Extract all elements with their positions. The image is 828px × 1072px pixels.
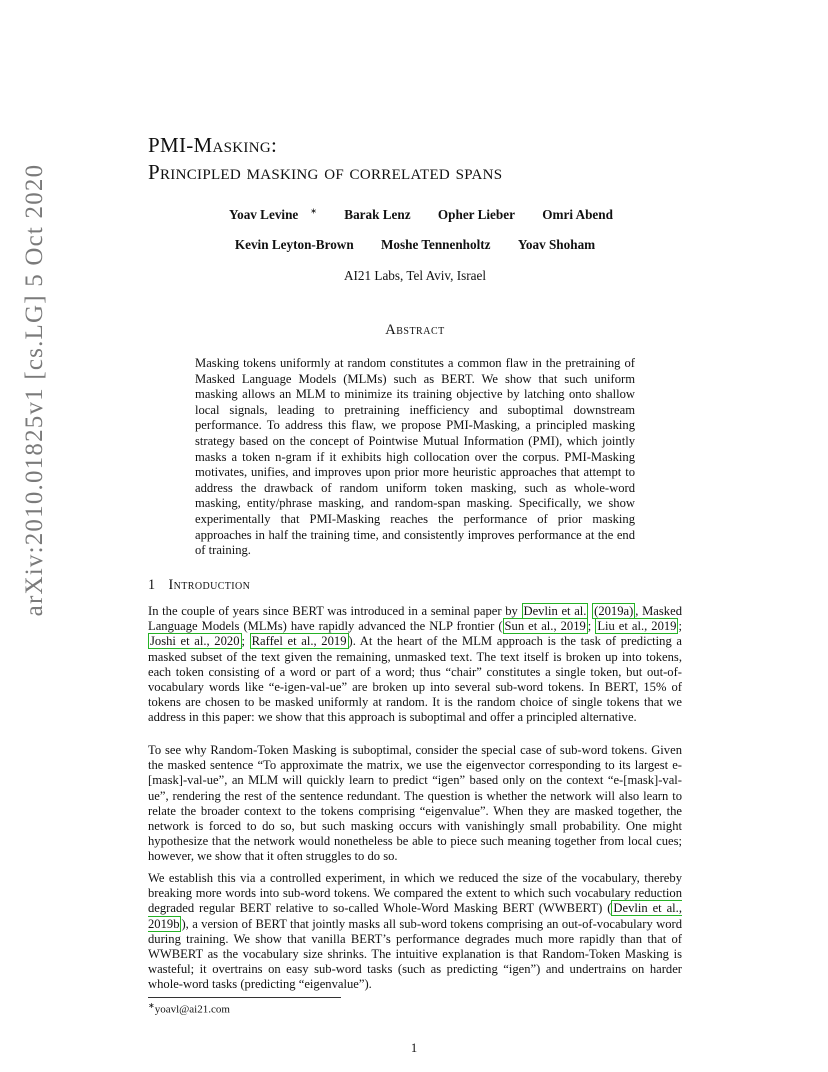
abstract-text: Masking tokens uniformly at random constitutes a common flaw in the pretraining of Masked Language Models (MLMs) such as BERT. We show that such uniform masking allows an MLM to minimize its training objective by latching onto shallow local signals, leading to pretraining inefficiency and suboptimal downstream performance. To address this flaw, we propose PMI-Masking, a principled masking strategy based on the concept of Pointwise Mutual Information (PMI), which jointly masks a token n-gram if it exhibits high collocation over the corpus. PMI-Masking motivates, unifies, and improves upon prior more heuristic approaches that attempt to address the drawback of random uniform token masking, such as whole-word masking, entity/phrase masking, and random-span masking. Specifically, we show experimentally that PMI-Masking reaches the performance of prior masking approaches in half the training time, and consistently improves performance at the end of training. (195, 356, 635, 558)
paragraph-text: We establish this via a controlled experiment, in which we reduced the size of the vocabulary, thereby breaking more words into sub-word tokens. We compared the extent to which such vocabulary reduction degraded regular BERT relative to so-called Whole-Word Masking BERT (WWBERT) ( (148, 871, 682, 916)
authors-row-2 (120, 237, 710, 253)
intro-paragraph-3 (148, 871, 682, 993)
title-line-1-main: PMI-M (148, 133, 213, 157)
paragraph-text: ). At the heart of the MLM approach is the task of predicting a masked subset of the text given the remaining, unmasked text. The text itself is broken up into tokens, each token consisting of a word or part of a word; thus “chair” constitutes a single token, but out-of-vocabulary words like “e-igen-val-ue” are broken up into several sub-word tokens. In BERT, 15% of tokens are chosen to be masked uniformly at random. It is the random choice of single tokens that we address in this paper: we show that this approach is suboptimal and offer a principled alternative. (148, 634, 682, 725)
author-name: Yoav Levine (229, 207, 299, 223)
author: Moshe Tennenholtz (380, 237, 491, 252)
footnote-mark: ∗ (148, 1001, 155, 1010)
page-number: 1 (410, 1041, 418, 1055)
abstract-heading: Abstract (385, 322, 445, 338)
citation-link[interactable]: Devlin et al., 2019b (148, 901, 682, 931)
paragraph-text: , Masked Language Models (MLMs) have rapidly advanced the NLP frontier ( (148, 604, 682, 634)
title-line-1 (148, 132, 708, 159)
citation-link[interactable]: Sun et al., 2019 (504, 619, 586, 634)
section-heading (148, 577, 250, 594)
authors-row-1 (120, 207, 710, 223)
intro-paragraph-1 (148, 604, 682, 726)
arxiv-sidebar (12, 130, 58, 650)
citation-link[interactable]: Joshi et al., 2020 (150, 634, 240, 649)
author: Yoav Shoham (517, 237, 596, 252)
author: Opher Lieber (437, 207, 515, 223)
citation-link[interactable]: Devlin et al. (523, 604, 587, 618)
paragraph-text: ; (678, 619, 682, 634)
author: Kevin Leyton-Brown (234, 237, 354, 252)
paper-title (148, 132, 708, 186)
paragraph-text: ; (587, 619, 596, 634)
citation-link[interactable]: Raffel et al., 2019 (251, 634, 347, 649)
affiliation: AI21 Labs, Tel Aviv, Israel (343, 268, 487, 283)
section-number: 1 (148, 577, 156, 593)
arxiv-identifier: arXiv:2010.01825v1 [cs.LG] 5 Oct 2020 (21, 163, 48, 617)
title-line-2-initial: P (148, 160, 160, 184)
author: Omri Abend (542, 207, 613, 223)
citation-link[interactable]: (2019a) (594, 604, 634, 618)
title-line-2 (148, 159, 708, 186)
paragraph-text: In the couple of years since BERT was introduced in a seminal paper by (148, 604, 522, 618)
title-line-1-end: : (270, 133, 278, 157)
paragraph-text: To see why Random-Token Masking is suboptimal, consider the special case of sub-word tokens. Given the masked sentence “To approximate the matrix, we use the eigenvector corresponding to its largest e-[mask]-val-ue”, an MLM will quickly learn to predict “igen” based only on the context “e-[mask]-val-ue”, rendering the rest of the sentence redundant. The question is whether the network will also learn to relate the broader context to the tokens comprising “eigenvalue”. When they are masked together, the network is forced to do so, but such masking occurs with vanishingly small probability. One might hypothesize that the network would nonetheless be able to piece such meaning together from local cues; however, we show that it often struggles to do so. (148, 743, 682, 864)
paragraph-text: ), a version of BERT that jointly masks all sub-word tokens comprising an out-of-vocabulary word during training. We show that vanilla BERT’s performance degrades much more rapidly than that of WWBERT as the vocabulary size shrinks. The intuitive explanation is that Random-Token Masking is wasteful; it overtrains on easy sub-word tasks (such as predicting “igen”) and undertrains on harder whole-word tasks (predicting “eigenvalue”). (148, 916, 682, 992)
author-footnote-mark: ∗ (310, 207, 317, 216)
title-line-2-smallcaps: rincipled masking of correlated spans (159, 160, 503, 184)
intro-paragraph-2 (148, 743, 682, 865)
author: Barak Lenz (344, 207, 411, 223)
footnote-email: yoavl@ai21.com (154, 1003, 230, 1016)
section-title: Introduction (168, 577, 251, 593)
paragraph-text: ; (241, 634, 250, 649)
title-line-1-smallcaps: asking (212, 133, 271, 157)
citation-link[interactable]: Liu et al., 2019 (597, 619, 677, 634)
footnote (148, 1001, 230, 1016)
author (217, 207, 317, 222)
footnote-rule (148, 997, 341, 998)
